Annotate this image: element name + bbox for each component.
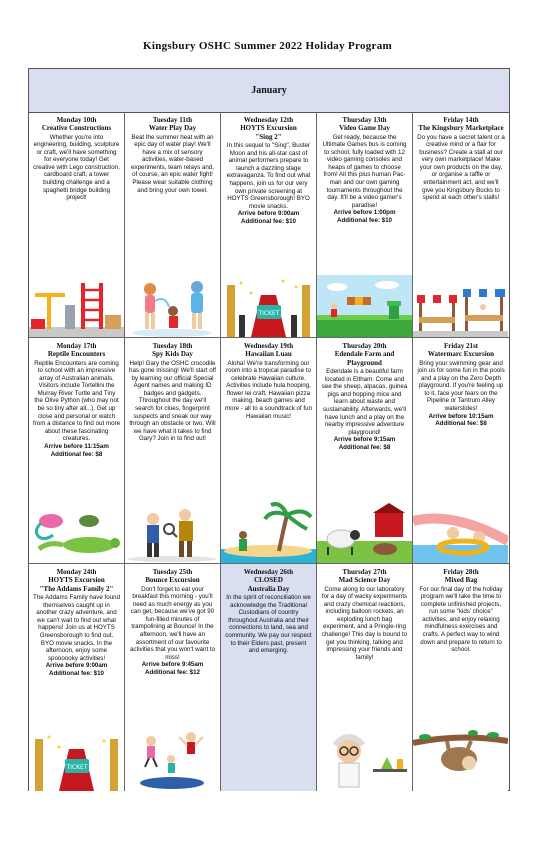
event-title: Watermarc Excursion — [427, 350, 495, 358]
day-cell — [221, 338, 317, 564]
science-art — [317, 729, 412, 791]
day-cell — [29, 112, 125, 338]
event-description: Aloha! We're transforming our room into a tropical paradise to celebrate Hawaiian culture. Activities include hula hooping, flower lei craft, Hawaiian pizza making, beach games and more - all to a soundtrack of fun Hawaiian music! — [225, 359, 313, 420]
svg-text:TICKET: TICKET — [66, 764, 88, 771]
event-description: Come along to our laboratory for a day of wacky experiments and crazy chemical reactions, including balloon rockets, an exploding lunch bag experiment, and a Pringle-ring challenge! This day is bound to get you thinking, talking and impressing your friends and family! — [321, 585, 408, 661]
event-title: CLOSED — [254, 576, 283, 584]
hawaii-art — [221, 501, 316, 563]
event-title: HOYTS Excursion — [240, 124, 297, 132]
event-description: Do you have a secret talent or a creative mind or a flair for business? Create a stall at our very own marketplace! Make your own products on the day, or organise a raffle or entertainment act, and we'll give you Kingsbury Bucks to spend at each other's stalls! — [417, 133, 505, 202]
day-label: Friday 28th — [443, 568, 479, 576]
arrival-time: Arrive before 11:15am — [44, 443, 109, 451]
event-description: Get ready, because the Ultimate Games bus is coming to school, fully loaded with 12 video gaming consoles and heaps of games to choose from! All this plus human Pac-man and our own gaming tournaments throughout the day. It'll be a video gamer's paradise! — [322, 133, 407, 209]
svg-text:TICKET: TICKET — [258, 310, 280, 317]
day-cell — [29, 338, 125, 564]
day-cell — [413, 338, 509, 564]
day-cell — [317, 112, 413, 338]
arrival-time: Arrive before 9:45am — [141, 661, 204, 669]
day-label: Tuesday 25th — [152, 568, 193, 576]
construction-art — [29, 275, 124, 337]
additional-fee: Additional fee: $8 — [435, 420, 487, 428]
event-title: Spy Kids Day — [152, 350, 193, 358]
day-label: Tuesday 18th — [152, 342, 193, 350]
day-cell — [125, 112, 221, 338]
arrival-time: Arrive before 10:15am — [428, 412, 494, 420]
event-title: HOYTS Excursion — [48, 576, 105, 584]
event-description: The Addams Family have found themselves caught up in another crazy adventure, and we can't wait to find out what happens! Join us at HOYTS Greensborough to find out. BYO movie snacks. In the afternoon, enjoy some spoooooky activities! — [33, 594, 121, 662]
page-title: Kingsbury OSHC Summer 2022 Holiday Program — [142, 40, 392, 52]
event-subtitle: "Sing 2" — [255, 132, 282, 141]
month-header: January — [29, 69, 509, 113]
event-description: Reptile Encounters are coming to school with an impressive array of Australian animals. Visitors include Tortellini the Murray River Turtle and Tiny the Olive Python (who may not be so tiny after all...). Get up close and personal or watch from a distance to find out more about these fascinating creatures. — [33, 359, 121, 443]
arrival-time: Arrive before 9:15am — [333, 436, 396, 444]
day-label: Friday 21st — [443, 342, 479, 350]
additional-fee: Additional fee: $12 — [144, 669, 200, 677]
event-description: In this sequel to "Sing", Buster Moon and his all-star cast of animal performers prepare to launch a dazzling stage extravaganza. To find out what happens, join us for our very own private screening at HOYTS Greensborough! BYO movie snacks. — [226, 142, 311, 210]
day-cell — [221, 112, 317, 338]
day-label: Monday 10th — [56, 116, 97, 124]
day-label: Thursday 20th — [342, 342, 387, 350]
day-label: Monday 24th — [56, 568, 97, 576]
day-label: Friday 14th — [443, 116, 479, 124]
event-title: Mixed Bag — [444, 576, 478, 584]
event-description: Don't forget to eat your breakfast this morning - you'll need as much energy as you can get, because we've got 90 fun-filled minutes of trampolining at Bounce! In the afternoon, we'll have an assortment of our favourite activities that you won't want to miss! — [129, 585, 216, 661]
calendar-grid — [28, 68, 510, 791]
day-label: Wednesday 26th — [243, 568, 294, 576]
event-description: For our final day of the holiday program we'll take the time to complete unfinished projects, run some "kids' choice" activities, and enjoy relaxing mindfulness exercises and crafts. A perfect way to wind down and prepare to return to school. — [419, 585, 503, 654]
day-cell — [413, 112, 509, 338]
cinema-art — [221, 275, 316, 337]
event-title: Bounce Excursion — [145, 576, 200, 584]
day-cell — [125, 338, 221, 564]
trampoline-art — [125, 729, 220, 791]
event-title: Mad Science Day — [338, 576, 391, 584]
event-description: Bring your swimming gear and join us for some fun in the pools and a play on the Zero Depth playground. If you're feeling up to it, face your fears on the Pipeline or Tantrum Alley waterslides! — [417, 359, 505, 413]
event-subtitle: Australia Day — [247, 584, 290, 593]
event-title: Reptile Encounters — [47, 350, 106, 358]
farm-art — [317, 501, 412, 563]
arrival-time: Arrive before 9:00am — [237, 210, 300, 218]
additional-fee: Additional fee: $10 — [48, 669, 104, 677]
day-label: Wednesday 19th — [243, 342, 294, 350]
additional-fee: Additional fee: $10 — [336, 217, 392, 225]
spy-art — [125, 501, 220, 563]
event-description: Edendale is a beautiful farm located in Eltham. Come and see the sheep, alpacas, guinea pigs and hopping mice and learn about waste and sustainability. Afterwards, we'll have lunch and a play on the nearby impressive adventure playground! — [321, 368, 408, 436]
event-title: Creative Constructions — [41, 124, 112, 132]
event-description: Whether you're into engineering, building, sculpture or craft, we'll have something for everyone today! Get creative with Lego construction, cardboard craft, a tower building challenge and a spaghetti bridge building project! — [33, 133, 120, 202]
sloth-art — [413, 729, 508, 791]
reptile-art — [29, 501, 124, 563]
day-label: Thursday 13th — [342, 116, 387, 124]
day-label: Monday 17th — [56, 342, 97, 350]
arrival-time: Arrive before 9:00am — [45, 662, 108, 670]
event-description: In the spirit of reconciliation we acknowledge the Traditional Custodians of country throughout Australia and their connections to land, sea and community. We pay our respect to their Elders past, present and emerging. — [225, 594, 312, 655]
cinema-art-2 — [29, 729, 124, 791]
day-cell — [29, 564, 125, 791]
video-game-art — [317, 275, 412, 337]
day-cell — [221, 564, 317, 791]
day-label: Thursday 27th — [342, 568, 387, 576]
event-title: Water Play Day — [148, 124, 197, 132]
day-cell — [317, 564, 413, 791]
arrival-time: Arrive before 1:00pm — [333, 209, 396, 217]
market-art — [413, 275, 508, 337]
event-subtitle: "The Addams Family 2" — [39, 584, 114, 593]
additional-fee: Additional fee: $8 — [338, 443, 391, 451]
day-cell — [317, 338, 413, 564]
additional-fee: Additional fee: $8 — [50, 450, 103, 458]
event-title: The Kingsbury Marketplace — [418, 124, 504, 132]
event-description: Beat the summer heat with an epic day of water play! We'll have a mix of sensory activities, water-based experiments, team relays and, of course, an epic water fight! Please wear suitable clothing and bring your own towel. — [131, 133, 214, 194]
day-cell — [125, 564, 221, 791]
day-cell — [413, 564, 509, 791]
waterslide-art — [413, 501, 508, 563]
additional-fee: Additional fee: $10 — [240, 217, 296, 225]
event-title: Video Game Day — [339, 124, 390, 132]
day-label: Wednesday 12th — [243, 116, 294, 124]
event-title: Edendale Farm and Playground — [334, 350, 395, 367]
event-description: Help! Gary the OSHC crocodile has gone missing! We'll start off by learning our official Special Agent names and making ID badges and gadgets. Throughout the day we'll search for clues, fingerprint suspects and sneak our way through an obstacle or two. Will we have what it takes to find Gary? Join in to find out! — [129, 359, 216, 443]
event-title: Hawaiian Luau — [245, 350, 292, 358]
day-label: Tuesday 11th — [152, 116, 193, 124]
water-play-art — [125, 275, 220, 337]
